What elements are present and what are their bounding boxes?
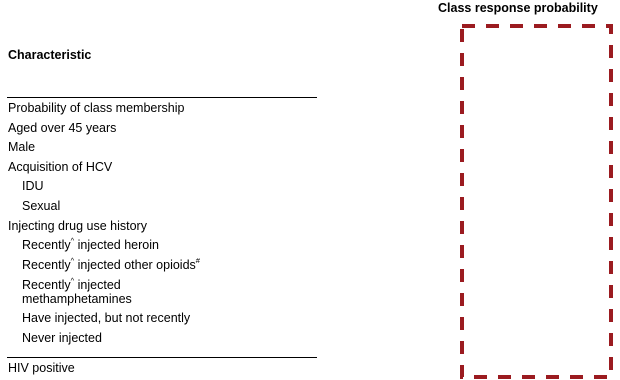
table-bottom-rule — [7, 357, 317, 358]
table-row — [8, 256, 328, 276]
footnote-mark: ^ — [70, 276, 75, 286]
row-label: injected methamphetamines — [22, 278, 132, 307]
table-row: Never injected — [22, 330, 102, 345]
row-label: Recently — [22, 278, 71, 293]
footnote-mark: # — [195, 255, 200, 265]
table-row — [8, 236, 328, 256]
row-label: Recently — [22, 257, 71, 272]
table-row: Male — [8, 140, 36, 155]
table-row — [8, 275, 172, 309]
table-row: Acquisition of HCV — [8, 159, 113, 174]
dashed-rectangle — [462, 26, 611, 377]
table-row: Aged over 45 years — [8, 120, 117, 135]
column-header: Class response probability — [438, 1, 598, 15]
table-row: Have injected, but not recently — [22, 311, 191, 326]
table-top-rule — [7, 97, 317, 98]
footnote-mark: ^ — [70, 236, 75, 246]
table-row: Probability of class membership — [8, 101, 185, 115]
table-row: Injecting drug use history — [8, 218, 147, 233]
highlight-dashed-box — [460, 24, 613, 379]
row-label: injected other opioids — [74, 257, 196, 272]
table-row: Sexual — [22, 198, 61, 213]
row-label: injected heroin — [74, 238, 159, 253]
table-row: HIV positive — [8, 361, 75, 375]
characteristic-list — [8, 99, 328, 349]
row-header: Characteristic — [8, 48, 92, 62]
table-row: IDU — [22, 179, 44, 194]
footnote-mark: ^ — [70, 255, 75, 265]
row-label: Recently — [22, 238, 71, 253]
